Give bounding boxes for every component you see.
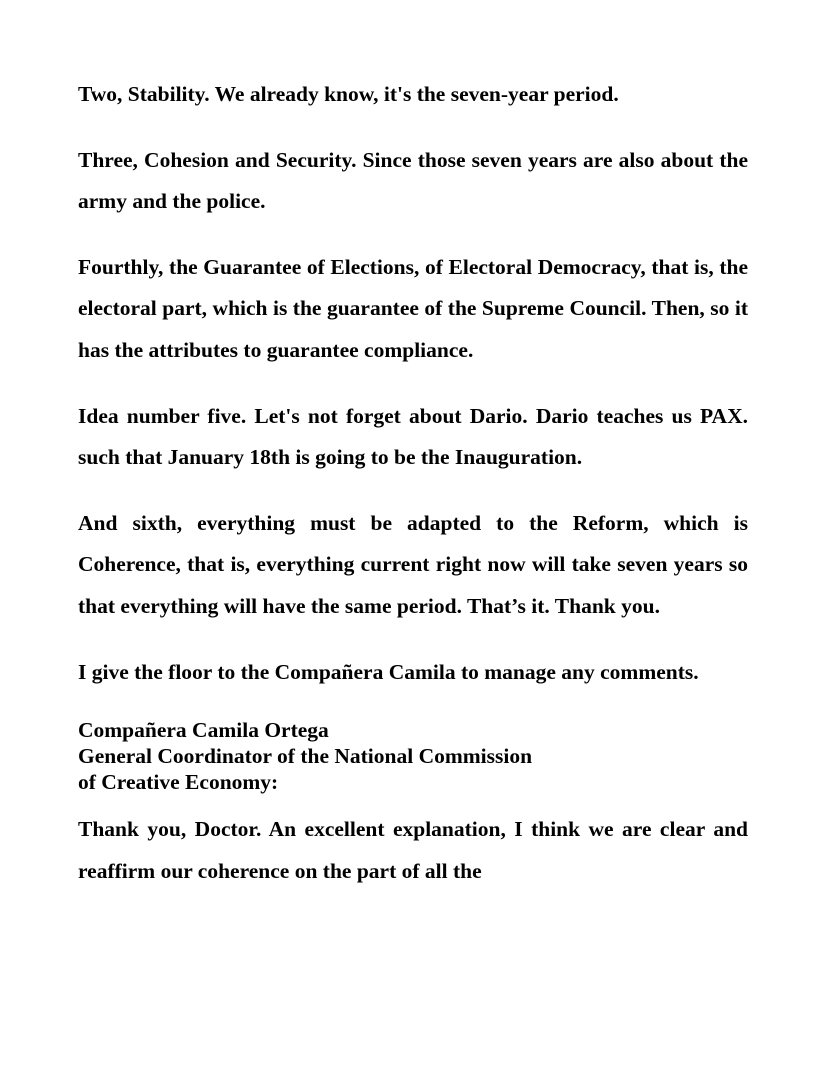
- paragraph-stability: Two, Stability. We already know, it's the seven-year period.: [78, 82, 619, 106]
- speaker-title-line-2: of Creative Economy:: [78, 770, 279, 795]
- paragraph-give-floor: I give the floor to the Compañera Camila to manage any comments.: [78, 659, 699, 684]
- document-page: [78, 74, 748, 916]
- paragraph-elections-guarantee: Fourthly, the Guarantee of Elections, of Electoral Democracy, that is, the electoral part, which is the guarantee of the Supreme Council. Then, so it has the attributes to guarantee compliance.: [78, 254, 748, 362]
- paragraph-closing: Thank you, Doctor. An excellent explanation, I think we are clear and reaffirm our coherence on the part of all the: [78, 817, 748, 883]
- speaker-block: [78, 717, 748, 795]
- paragraph-idea-five: Idea number five. Let's not forget about Dario. Dario teaches us PAX. such that January 18th is going to be the Inauguration.: [78, 403, 748, 470]
- speaker-title-line-1: General Coordinator of the National Commission: [78, 744, 533, 769]
- paragraph-cohesion-security: Three, Cohesion and Security. Since those seven years are also about the army and the police.: [78, 147, 748, 214]
- speaker-name: Compañera Camila Ortega: [78, 718, 329, 743]
- paragraph-sixth-reform: And sixth, everything must be adapted to the Reform, which is Coherence, that is, everything current right now will take seven years so that everything will have the same period. That’s it. Thank you.: [78, 510, 748, 618]
